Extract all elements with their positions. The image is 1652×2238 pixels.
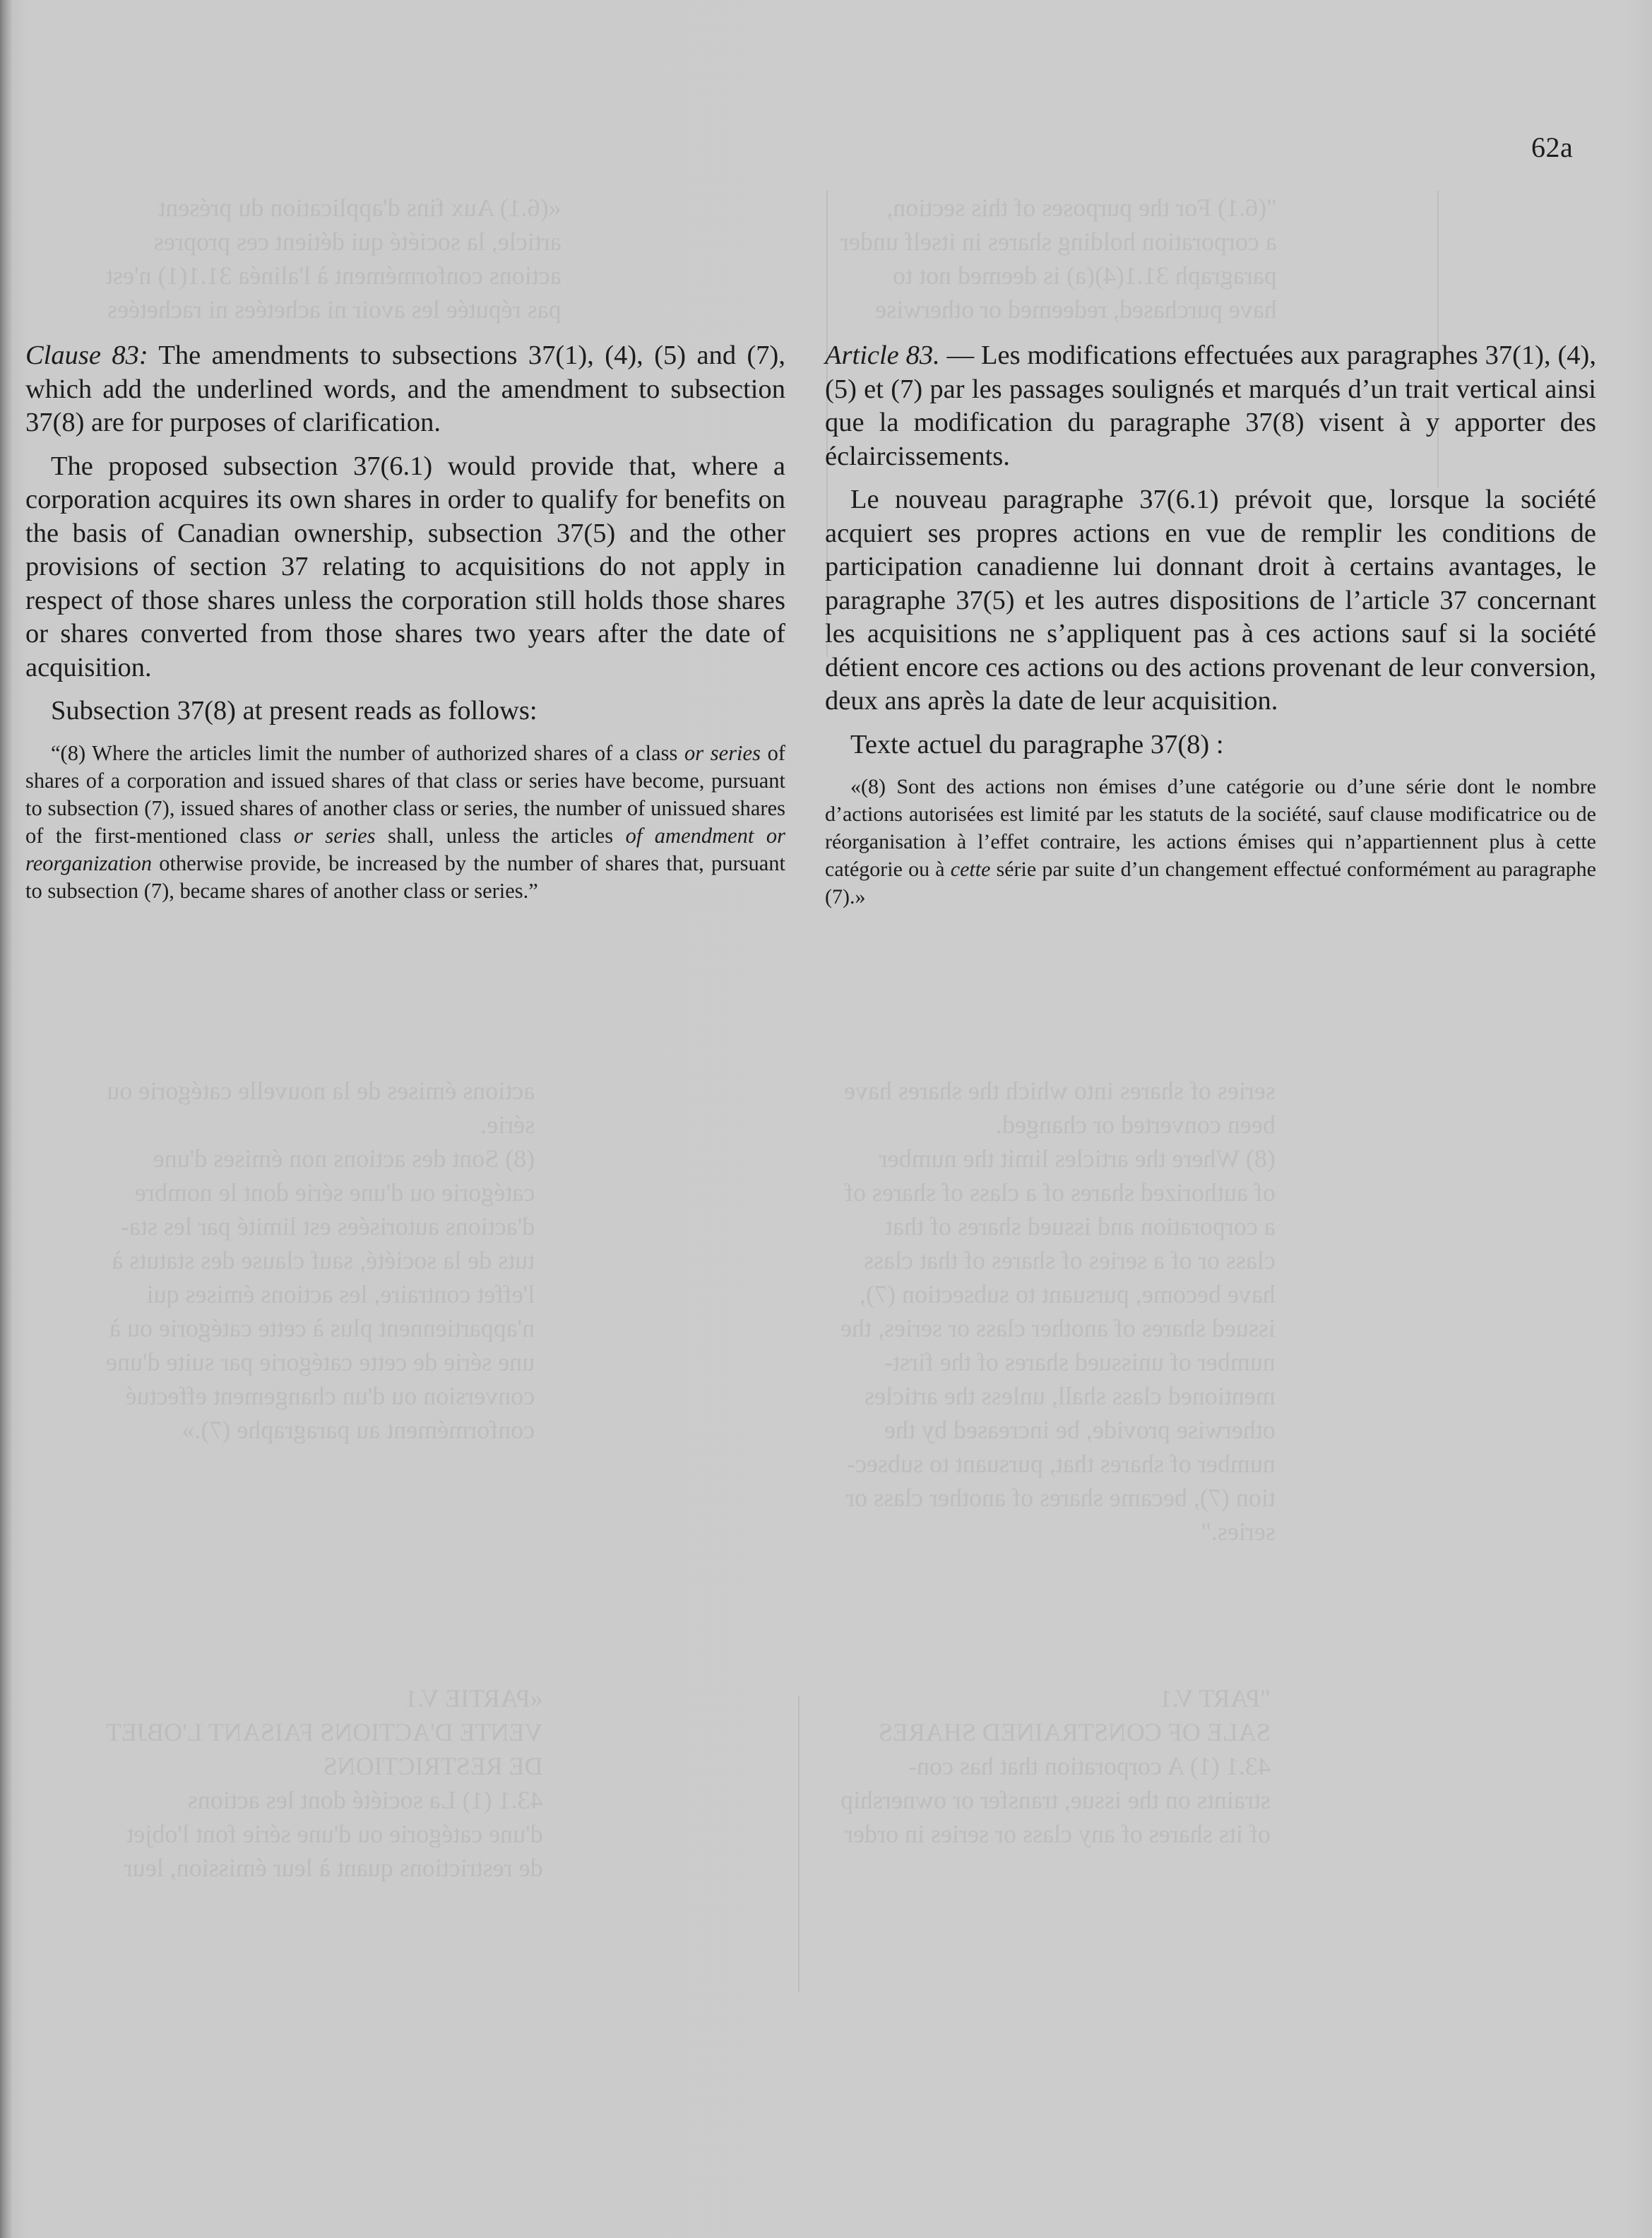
french-column bbox=[825, 339, 1596, 920]
article-text: — Les modifications effectuées aux paragraphes 37(1), (4), (5) et (7) par les passages soulignés et marqués d’un trait vertical ainsi que la modification du paragraphe 37(8) visent à y apporter des éclaircissements. bbox=[825, 341, 1596, 471]
show-through-mid-left: actions émises de la nouvelle catégorie ou série. (8) Sont des actions non émises d'une catégorie ou d'une série dont le nombre d'actions autorisées est limité par les sta- tuts de la société, sauf clause des statuts à l'effet contraire, les actions émises qui n'appartiennent plus à cette catégorie ou à une série de cette catégorie par suite d'une conversion ou d'un changement effectué conformément au paragraphe (7).» bbox=[106, 1077, 535, 1444]
texte-actuel-lead: Texte actuel du paragraphe 37(8) : bbox=[850, 729, 1224, 759]
article-label: Article 83. bbox=[825, 341, 940, 370]
clause-label: Clause 83: bbox=[25, 341, 148, 370]
show-through-mid-right: series of shares into which the shares have been converted or changed. (8) Where the articles limit the number of authorized shares of a class of shares of a corporation and issued shares of that class or of a series of shares of that class have become, pursuant to subsection (7), issued shares of another class or series, the number of unissued shares of the first- mentioned class shall, unless the articles otherwise provide, be increased by the number of shares that, pursuant to subsec- tion (7), became shares of another class or series." bbox=[840, 1077, 1276, 1546]
show-through-bottom-left: «PARTIE V.1 VENTE D'ACTIONS FAISANT L'OBJET DE RESTRICTIONS 43.1 (1) La société dont les actions d'une catégorie ou d'une série font l'objet de restrictions quant à leur émission, leur bbox=[106, 1684, 543, 1882]
page-number: 62a bbox=[1531, 131, 1574, 163]
show-through-left: «(6.1) Aux fins d'application du présent article, la société qui détient ces propres actions conformément à l'alinéa 31.1(1) n'est pas réputée les avoir ni achetées ni rachetées bbox=[106, 194, 561, 324]
clause-text: The amendments to subsections 37(1), (4), (5) and (7), which add the underlined words, and the amendment to subsection 37(8) are for purposes of clarification. bbox=[25, 341, 785, 437]
show-through-rule-3 bbox=[798, 1695, 800, 1992]
current-text-lead: Subsection 37(8) at present reads as follows: bbox=[51, 696, 537, 726]
article-83-paragraph bbox=[825, 339, 1596, 473]
show-through-right: "(6.1) For the purposes of this section, a corporation holding shares in itself under paragraph 31.1(4)(a) is deemed not to have purchased, redeemed or otherwise bbox=[840, 194, 1277, 324]
english-column bbox=[25, 339, 785, 915]
proposed-subsection-paragraph: The proposed subsection 37(6.1) would provide that, where a corporation acquires its own shares in order to qualify for benefits on the basis of Canadian ownership, subsection 37(5) and the other provisions of section 37 relating to acquisitions do not apply in respect of those shares unless the corporation still holds those shares or shares converted from those shares two years after the date of acquisition. bbox=[25, 451, 785, 682]
subsection-37-8-quote: “(8) Where the articles limit the number of authorized shares of a class or series of shares of a corporation and issued shares of that class or series have become, pursuant to subsection (7), issued shares of another class or series, the number of unissued shares of the first-mentioned class or series shall, unless the articles of amendment or reorganization otherwise provide, be increased by the number of shares that, pursuant to subsection (7), became shares of another class or series.” bbox=[25, 740, 785, 903]
paragraphe-37-8-quote: «(8) Sont des actions non émises d’une catégorie ou d’une série dont le nombre d’actions autorisées est limité par les statuts de la société, sauf clause modificatrice ou de réorganisation à l’effet contraire, les actions émises qui n’appartiennent plus à cette catégorie ou à cette série par suite d’un changement effectué conformément au paragraphe (7).» bbox=[825, 775, 1596, 908]
nouveau-paragraphe-paragraph: Le nouveau paragraphe 37(6.1) prévoit que, lorsque la société acquiert ses propres actions en vue de remplir les conditions de participation canadienne lui donnant droit à certains avantages, le paragraphe 37(5) et les autres dispositions de l’article 37 concernant les acquisitions ne s’appliquent pas à ces actions sauf si la société détient encore ces actions ou des actions provenant de leur conversion, deux ans après la date de leur acquisition. bbox=[825, 485, 1596, 716]
show-through-bottom-right: "PART V.1 SALE OF CONSTRAINED SHARES 43.1 (1) A corporation that has con- straints on the issue, transfer or ownership of its shares of any class or series in order bbox=[840, 1684, 1271, 1848]
clause-83-paragraph bbox=[25, 339, 785, 440]
